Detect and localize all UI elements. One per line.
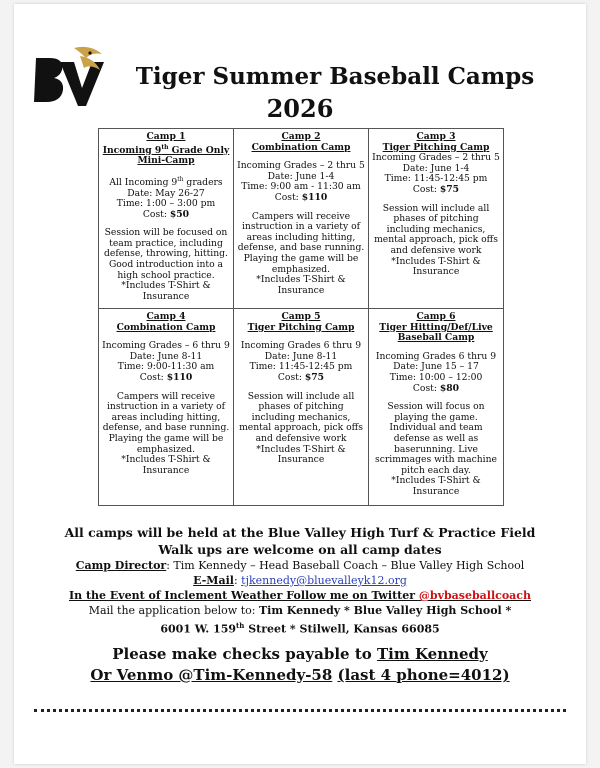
camp-name: Combination Camp (251, 141, 351, 153)
camp-name: Tiger Pitching Camp (382, 141, 490, 153)
camp-number: Camp 3 (416, 131, 456, 142)
page-year: 2026 (266, 94, 334, 123)
camp-cell-1 (99, 129, 234, 309)
camps-row (99, 129, 504, 309)
camp-date: Date: June 1-4 (402, 162, 470, 174)
camp-time: Time: 1:00 – 3:00 pm (116, 198, 216, 210)
camp-name: Tiger Hitting/Def/Live (379, 321, 493, 333)
camp-grades: Incoming Grades 6 thru 9 (240, 340, 362, 352)
director-line: Camp Director: Tim Kennedy – Head Baseball Coach – Blue Valley High School (75, 559, 525, 572)
camp-number: Camp 1 (146, 131, 186, 142)
mail-line: Mail the application below to: Tim Kennedy * Blue Valley High School * (88, 604, 512, 617)
weather-line: In the Event of Inclement Weather Follow me on Twitter @bvbaseballcoach (68, 589, 532, 602)
camp-grades: Incoming Grades – 2 thru 5 (237, 160, 365, 172)
camp-grades: Incoming Grades – 2 thru 5 (372, 152, 500, 164)
camp-note: *Includes T-Shirt & Insurance (121, 280, 211, 302)
camp-note: *Includes T-Shirt & Insurance (391, 255, 481, 278)
camp-date: Date: May 26-27 (127, 187, 205, 199)
camp-time: Time: 10:00 – 12:00 (389, 371, 483, 383)
camp-date: Date: June 8-11 (129, 350, 203, 362)
camp-note: *Includes T-Shirt & Insurance (256, 274, 346, 296)
camp-time: Time: 9:00 am - 11:30 am (241, 181, 361, 193)
camp-name: Tiger Pitching Camp (247, 321, 355, 333)
camp-date: Date: June 1-4 (267, 170, 335, 182)
camp-name: Incoming 9th Grade Only (102, 143, 230, 156)
camp-description: Campers will receive instruction in a variety of areas including hitting, defense, and base running. Playing the game will be emphasized. (237, 210, 365, 275)
camp-number: Camp 4 (146, 311, 186, 322)
camp-cost: Cost: $75 (277, 371, 325, 383)
camp-name-sub: Baseball Camp (397, 332, 475, 344)
camp-name: Combination Camp (116, 321, 216, 333)
camp-number: Camp 5 (281, 311, 321, 322)
checks-line: Please make checks payable to Tim Kennedy (112, 645, 488, 663)
address-line: 6001 W. 159th Street * Stilwell, Kansas 66085 (160, 621, 440, 636)
camp-name-sub: Mini-Camp (137, 155, 195, 167)
camp-description: Session will be focused on team practice, including defense, throwing, hitting. Good introduction into a high school practice. (104, 227, 228, 281)
camps-table (98, 128, 504, 506)
cut-line-divider (34, 709, 566, 712)
camp-cost: Cost: $75 (412, 183, 460, 195)
email-link[interactable]: tjkennedy@bluevalleyk12.org (241, 574, 407, 587)
camp-cell-2 (234, 129, 369, 309)
camp-description: Campers will receive instruction in a variety of areas including hitting, defense, and base running. Playing the game will be emphasized. (102, 390, 230, 455)
camp-cost: Cost: $50 (142, 208, 190, 220)
page-title: Tiger Summer Baseball Camps (135, 63, 535, 90)
camp-cost: Cost: $110 (139, 371, 193, 383)
twitter-handle[interactable]: @bvbaseballcoach (418, 589, 532, 602)
venmo-line: Or Venmo @Tim-Kennedy-58 (last 4 phone=4012) (90, 666, 510, 684)
payment-info (14, 644, 586, 686)
camp-time: Time: 11:45-12:45 pm (249, 361, 353, 373)
camp-cell-4 (99, 309, 234, 506)
footer-info (14, 524, 586, 637)
email-line: E-Mail: tjkennedy@bluevalleyk12.org (193, 574, 407, 587)
camp-grades: Incoming Grades 6 thru 9 (375, 350, 497, 362)
camp-description: Session will include all phases of pitching including mechanics, mental approach, pick offs and defensive work (374, 202, 498, 256)
camp-grades: All Incoming 9th graders (109, 175, 223, 188)
camps-row (99, 309, 504, 506)
camp-time: Time: 9:00-11:30 am (117, 361, 215, 373)
camp-cell-5 (234, 309, 369, 506)
camp-date: Date: June 15 – 17 (393, 361, 479, 373)
camp-note: *Includes T-Shirt & Insurance (391, 475, 481, 497)
camp-grades: Incoming Grades – 6 thru 9 (102, 340, 230, 352)
camp-note: *Includes T-Shirt & Insurance (121, 454, 211, 476)
camp-note: *Includes T-Shirt & Insurance (256, 443, 346, 466)
camp-cost: Cost: $80 (412, 382, 460, 394)
camp-number: Camp 6 (416, 311, 456, 322)
location-line: All camps will be held at the Blue Valley High Turf & Practice Field (64, 525, 536, 540)
camp-date: Date: June 8-11 (264, 350, 338, 362)
camp-time: Time: 11:45-12:45 pm (384, 173, 488, 185)
camp-description: Session will include all phases of pitching including mechanics, mental approach, pick offs and defensive work (239, 390, 363, 444)
camp-cost: Cost: $110 (274, 191, 328, 203)
flyer-page (14, 4, 586, 764)
camp-description: Session will focus on playing the game. Individual and team defense as well as baserunning. Live scrimmages with machine pitch each day. (375, 401, 497, 476)
camp-cell-6 (369, 309, 504, 506)
camp-number: Camp 2 (281, 131, 321, 142)
camp-cell-3 (369, 129, 504, 309)
walkups-line: Walk ups are welcome on all camp dates (158, 542, 442, 557)
